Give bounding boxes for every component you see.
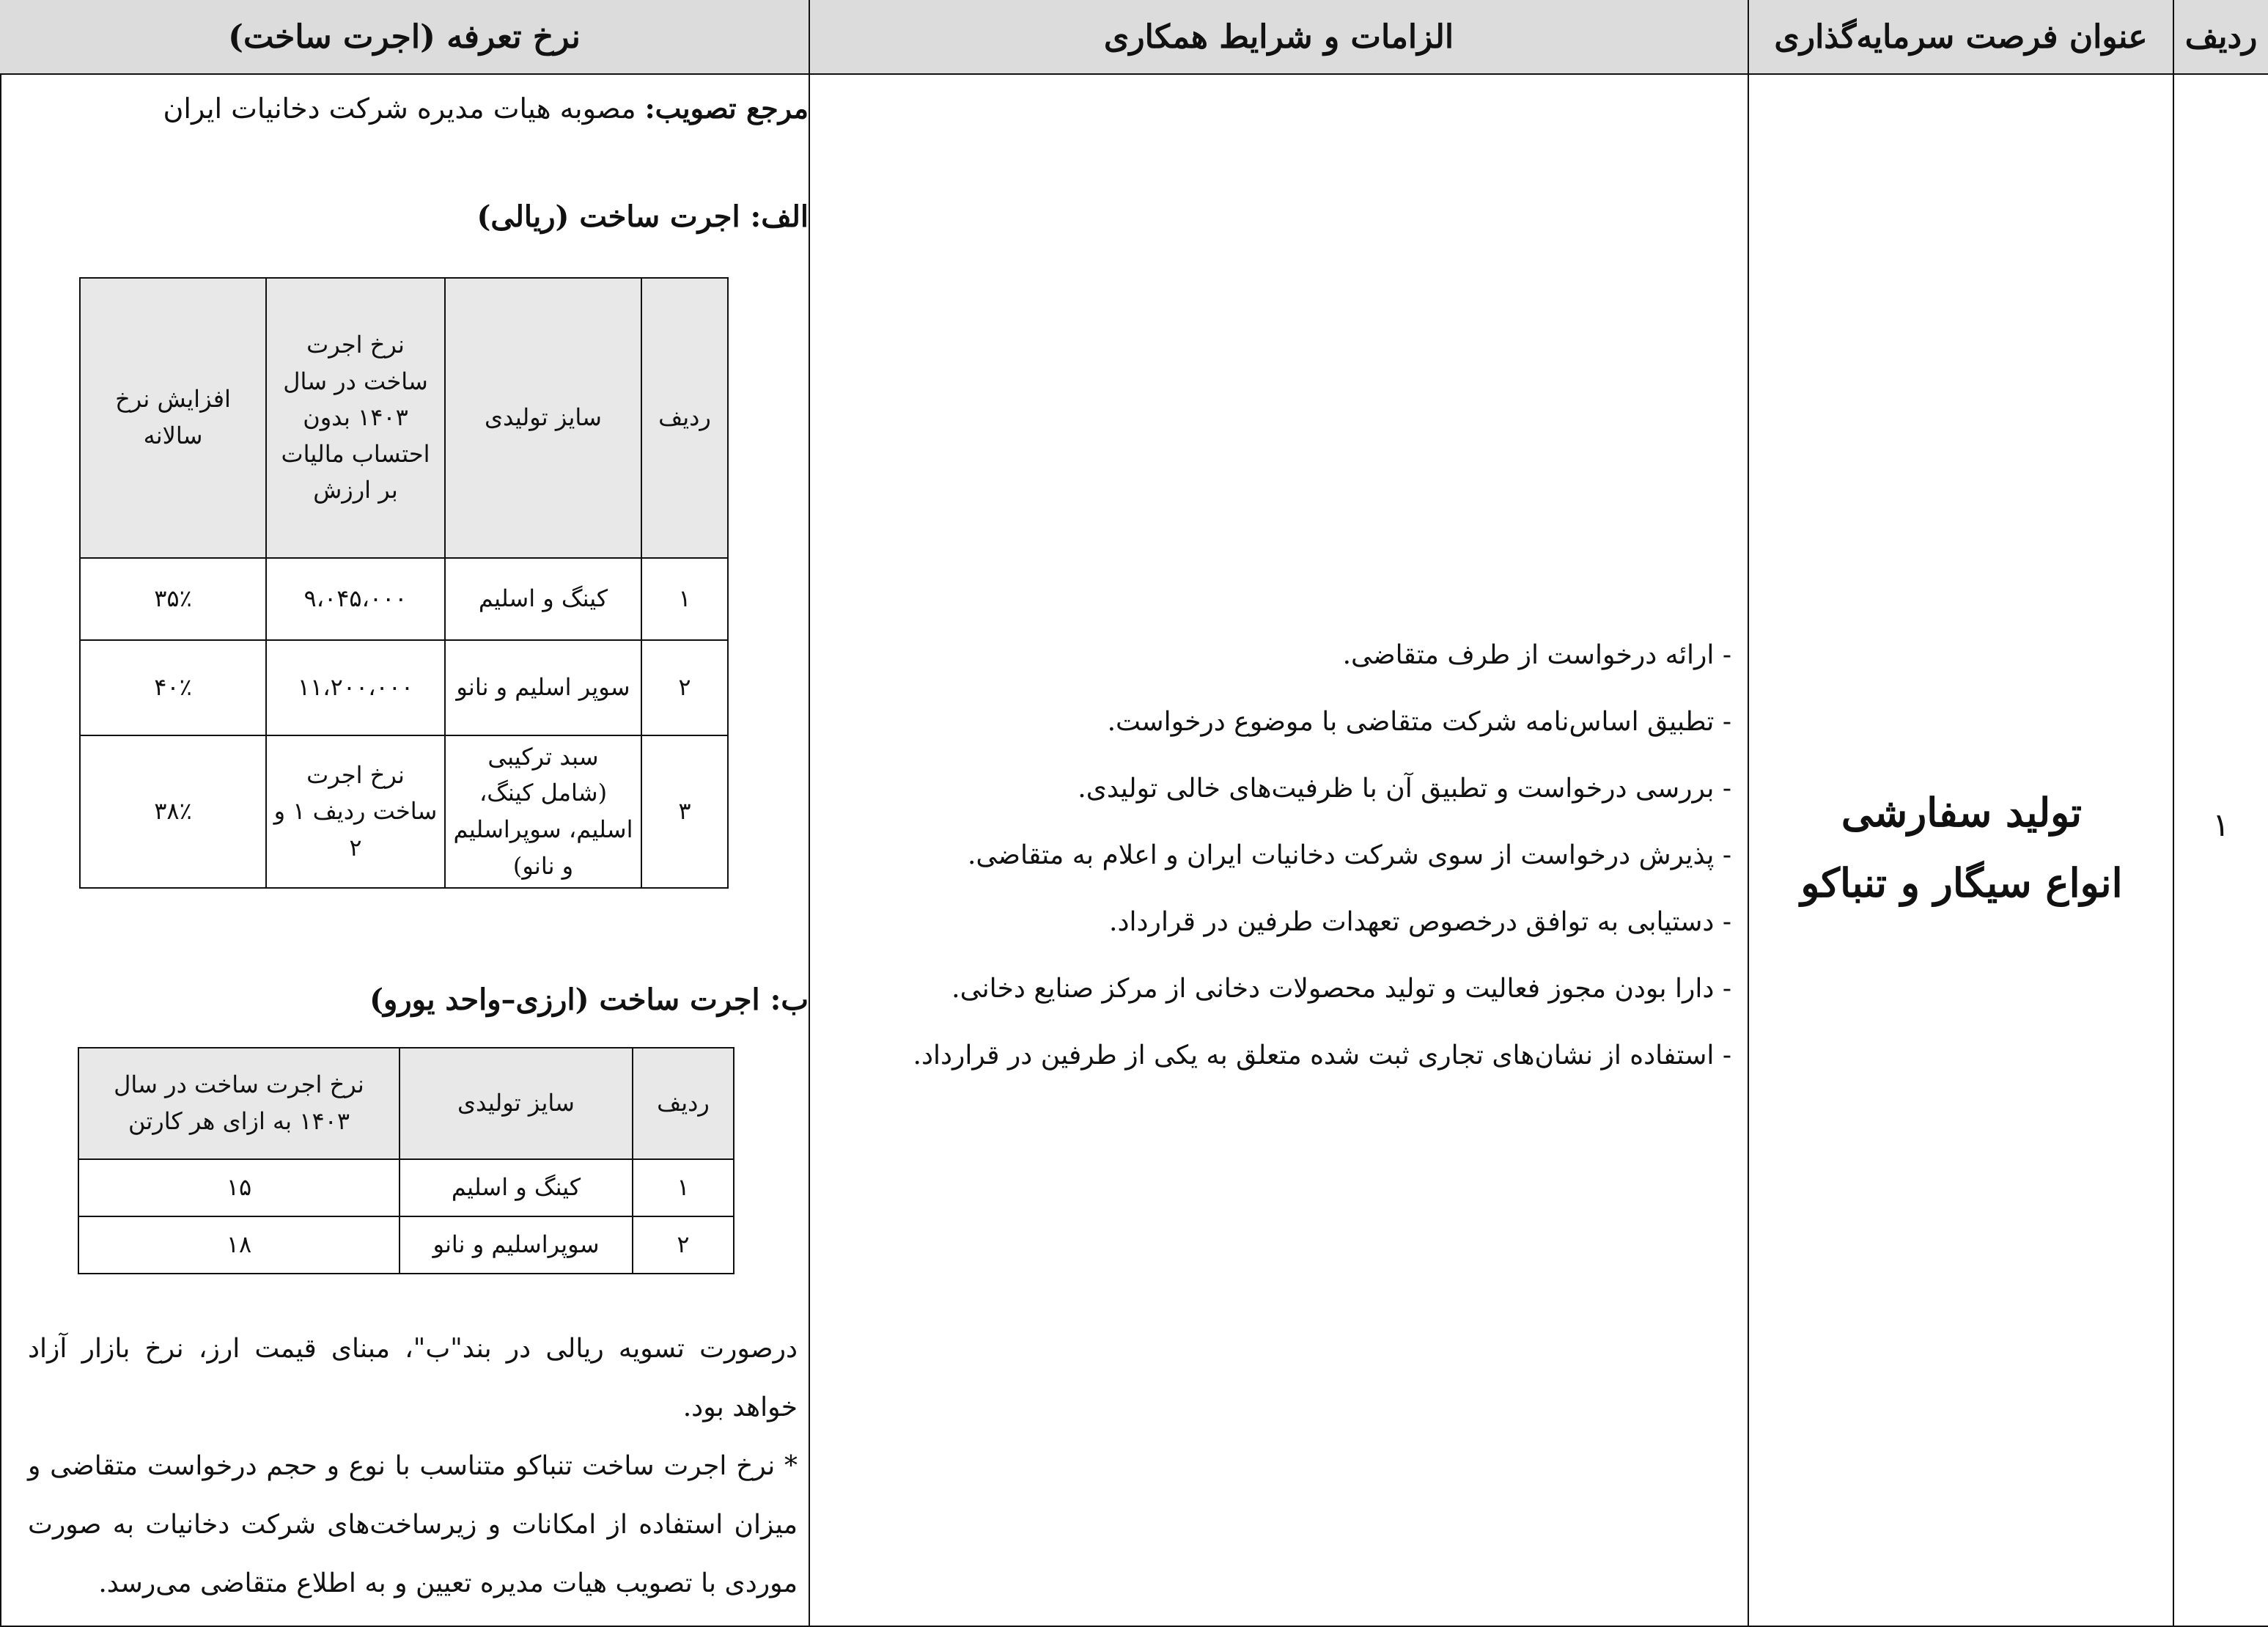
requirement-item: - استفاده از نشان‌های تجاری ثبت شده متعلق به یکی از طرفین در قرارداد. bbox=[913, 1040, 1731, 1070]
table-header-cell: ردیف bbox=[633, 1048, 734, 1159]
opportunity-title-line2: انواع سیگار و تنباکو bbox=[1800, 859, 2123, 906]
table-cell: ۹،۰۴۵،۰۰۰ bbox=[266, 558, 445, 640]
table-cell: ۴۰٪ bbox=[80, 640, 266, 735]
requirement-item: - تطبیق اساس‌نامه شرکت متقاضی با موضوع درخواست. bbox=[1107, 707, 1731, 737]
table-cell: ۱۸ bbox=[78, 1216, 400, 1274]
table-header-cell: افزایش نرخ سالانه bbox=[80, 278, 266, 558]
table-cell: کینگ و اسلیم bbox=[400, 1159, 633, 1216]
table-cell: ۱۵ bbox=[78, 1159, 400, 1216]
header-row-number: ردیف bbox=[2184, 18, 2258, 56]
table-cell: سبد ترکیبی (شامل کینگ، اسلیم، سوپراسلیم و نانو) bbox=[445, 735, 641, 888]
table-cell: ۳ bbox=[641, 735, 728, 888]
requirement-item: - بررسی درخواست و تطبیق آن با ظرفیت‌های خالی تولیدی. bbox=[1078, 774, 1731, 804]
table-cell: سوپر اسلیم و نانو bbox=[445, 640, 641, 735]
approval-reference-value: مصوبه هیات مدیره شرکت دخانیات ایران bbox=[163, 92, 645, 125]
note-tobacco: * نرخ اجرت ساخت تنباکو متناسب با نوع و حجم درخواست متقاضی و میزان استفاده از امکانات و زیرساخت‌های شرکت دخانیات به صورت موردی با تصویب هیات مدیره تعیین و به اطلاع متقاضی می‌رسد. bbox=[28, 1451, 798, 1598]
rial-fee-table bbox=[79, 277, 729, 889]
table-row bbox=[80, 558, 728, 640]
requirement-item: - ارائه درخواست از طرف متقاضی. bbox=[1342, 640, 1731, 670]
requirements-list bbox=[852, 622, 1731, 1089]
approval-reference bbox=[0, 92, 809, 125]
table-header-cell: نرخ اجرت ساخت در سال ۱۴۰۳ به ازای هر کارتن bbox=[78, 1048, 400, 1159]
table-cell: نرخ اجرت ساخت ردیف ۱ و ۲ bbox=[266, 735, 445, 888]
table-cell: کینگ و اسلیم bbox=[445, 558, 641, 640]
table-cell: ۱۱،۲۰۰،۰۰۰ bbox=[266, 640, 445, 735]
table-cell: ۲ bbox=[633, 1216, 734, 1274]
table-cell: ۱ bbox=[633, 1159, 734, 1216]
section-b-title: ب: اجرت ساخت (ارزی–واحد یورو) bbox=[369, 983, 809, 1017]
opportunity-title-line1: تولید سفارشی bbox=[1841, 789, 2083, 836]
table-cell: ۱ bbox=[641, 558, 728, 640]
table-row bbox=[80, 735, 728, 888]
requirement-item: - پذیرش درخواست از سوی شرکت دخانیات ایران و اعلام به متقاضی. bbox=[967, 840, 1731, 870]
table-row bbox=[78, 1216, 734, 1274]
table-header-cell: سایز تولیدی bbox=[445, 278, 641, 558]
table-cell: ۳۵٪ bbox=[80, 558, 266, 640]
euro-fee-table bbox=[78, 1047, 734, 1274]
table-cell: سوپراسلیم و نانو bbox=[400, 1216, 633, 1274]
header-rate: نرخ تعرفه (اجرت ساخت) bbox=[228, 18, 581, 56]
table-header-cell: سایز تولیدی bbox=[400, 1048, 633, 1159]
row-number: ۱ bbox=[2212, 807, 2230, 844]
section-a-title: الف: اجرت ساخت (ریالی) bbox=[476, 199, 809, 234]
table-header-cell: ردیف bbox=[641, 278, 728, 558]
header-requirements: الزامات و شرایط همکاری bbox=[1103, 18, 1454, 56]
note-settlement: درصورت تسویه ریالی در بند"ب"، مبنای قیمت ارز، نرخ بازار آزاد خواهد بود. bbox=[28, 1334, 798, 1422]
requirement-item: - دستیابی به توافق درخصوص تعهدات طرفین در قرارداد. bbox=[1109, 907, 1731, 937]
approval-reference-label: مرجع تصویب: bbox=[644, 92, 809, 125]
header-title: عنوان فرصت سرمایه‌گذاری bbox=[1774, 18, 2148, 56]
table-row bbox=[80, 640, 728, 735]
notes bbox=[28, 1320, 798, 1613]
requirement-item: - دارا بودن مجوز فعالیت و تولید محصولات دخانی از مرکز صنایع دخانی. bbox=[951, 974, 1731, 1004]
column-divider bbox=[809, 0, 810, 1626]
table-row bbox=[78, 1159, 734, 1216]
opportunity-title bbox=[1749, 777, 2174, 918]
table-cell: ۳۸٪ bbox=[80, 735, 266, 888]
table-cell: ۲ bbox=[641, 640, 728, 735]
table-header-cell: نرخ اجرت ساخت در سال ۱۴۰۳ بدون احتساب مالیات بر ارزش bbox=[266, 278, 445, 558]
